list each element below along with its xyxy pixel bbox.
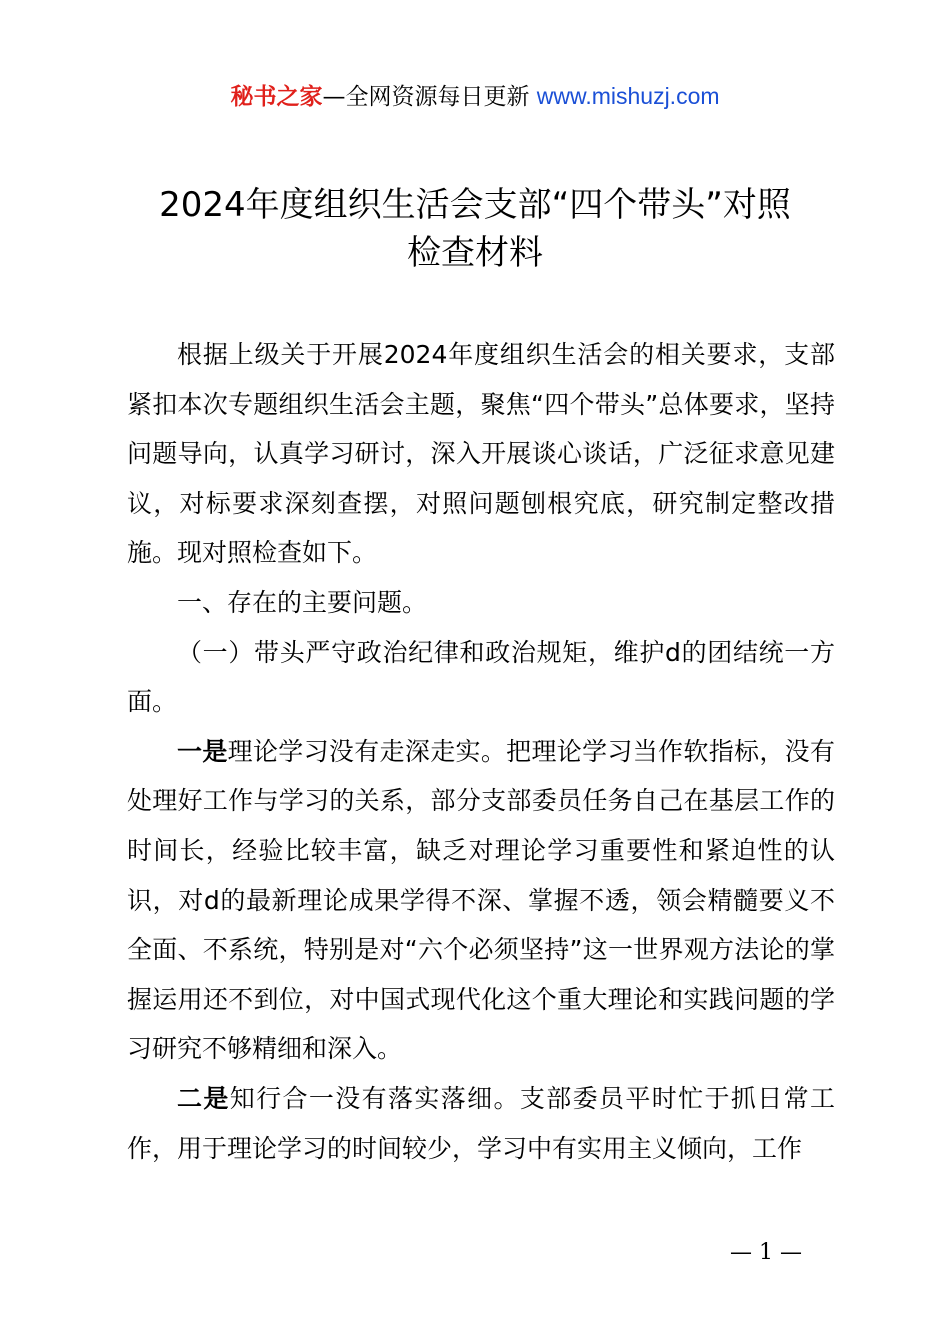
paragraph-lead: 二是	[177, 1083, 230, 1113]
paragraph-text: 知行合一没有落实落细。支部委员平时忙于抓日常工作，用于理论学习的时间较少，学习中有实用主义倾向，工作	[127, 1083, 835, 1163]
paragraph-point-1	[127, 727, 835, 1074]
page-number: — 1 —	[730, 1240, 802, 1265]
site-brand: 秘书之家	[230, 84, 323, 110]
paragraph-text: 一、存在的主要问题。	[177, 587, 428, 617]
subsection-heading	[127, 628, 835, 727]
site-header	[0, 80, 950, 113]
paragraph-text: 根据上级关于开展2024年度组织生活会的相关要求，支部紧扣本次专题组织生活会主题，聚焦“四个带头”总体要求，坚持问题导向，认真学习研讨，深入开展谈心谈话，广泛征求意见建议，对标要求深刻查摆，对照问题刨根究底，研究制定整改措施。现对照检查如下。	[127, 340, 835, 568]
paragraph-text: 理论学习没有走深走实。把理论学习当作软指标，没有处理好工作与学习的关系，部分支部委员任务自己在基层工作的时间长，经验比较丰富，缺乏对理论学习重要性和紧迫性的认识，对d的最新理论成果学得不深、掌握不透，领会精髓要义不全面、不系统，特别是对“六个必须坚持”这一世界观方法论的掌握运用还不到位，对中国式现代化这个重大理论和实践问题的学习研究不够精细和深入。	[127, 736, 835, 1064]
site-slogan: —全网资源每日更新	[322, 84, 537, 110]
document-body	[127, 330, 835, 1173]
paragraph-point-2	[127, 1074, 835, 1173]
paragraph-intro	[127, 330, 835, 578]
document-title	[100, 181, 850, 277]
title-line-1: 2024年度组织生活会支部“四个带头”对照	[159, 185, 791, 225]
paragraph-text: （一）带头严守政治纪律和政治规矩，维护d的团结统一方面。	[127, 637, 835, 717]
section-heading	[127, 578, 835, 628]
paragraph-lead: 一是	[177, 736, 228, 766]
site-url[interactable]: www.mishuzj.com	[536, 83, 720, 109]
title-line-2: 检查材料	[407, 233, 543, 273]
